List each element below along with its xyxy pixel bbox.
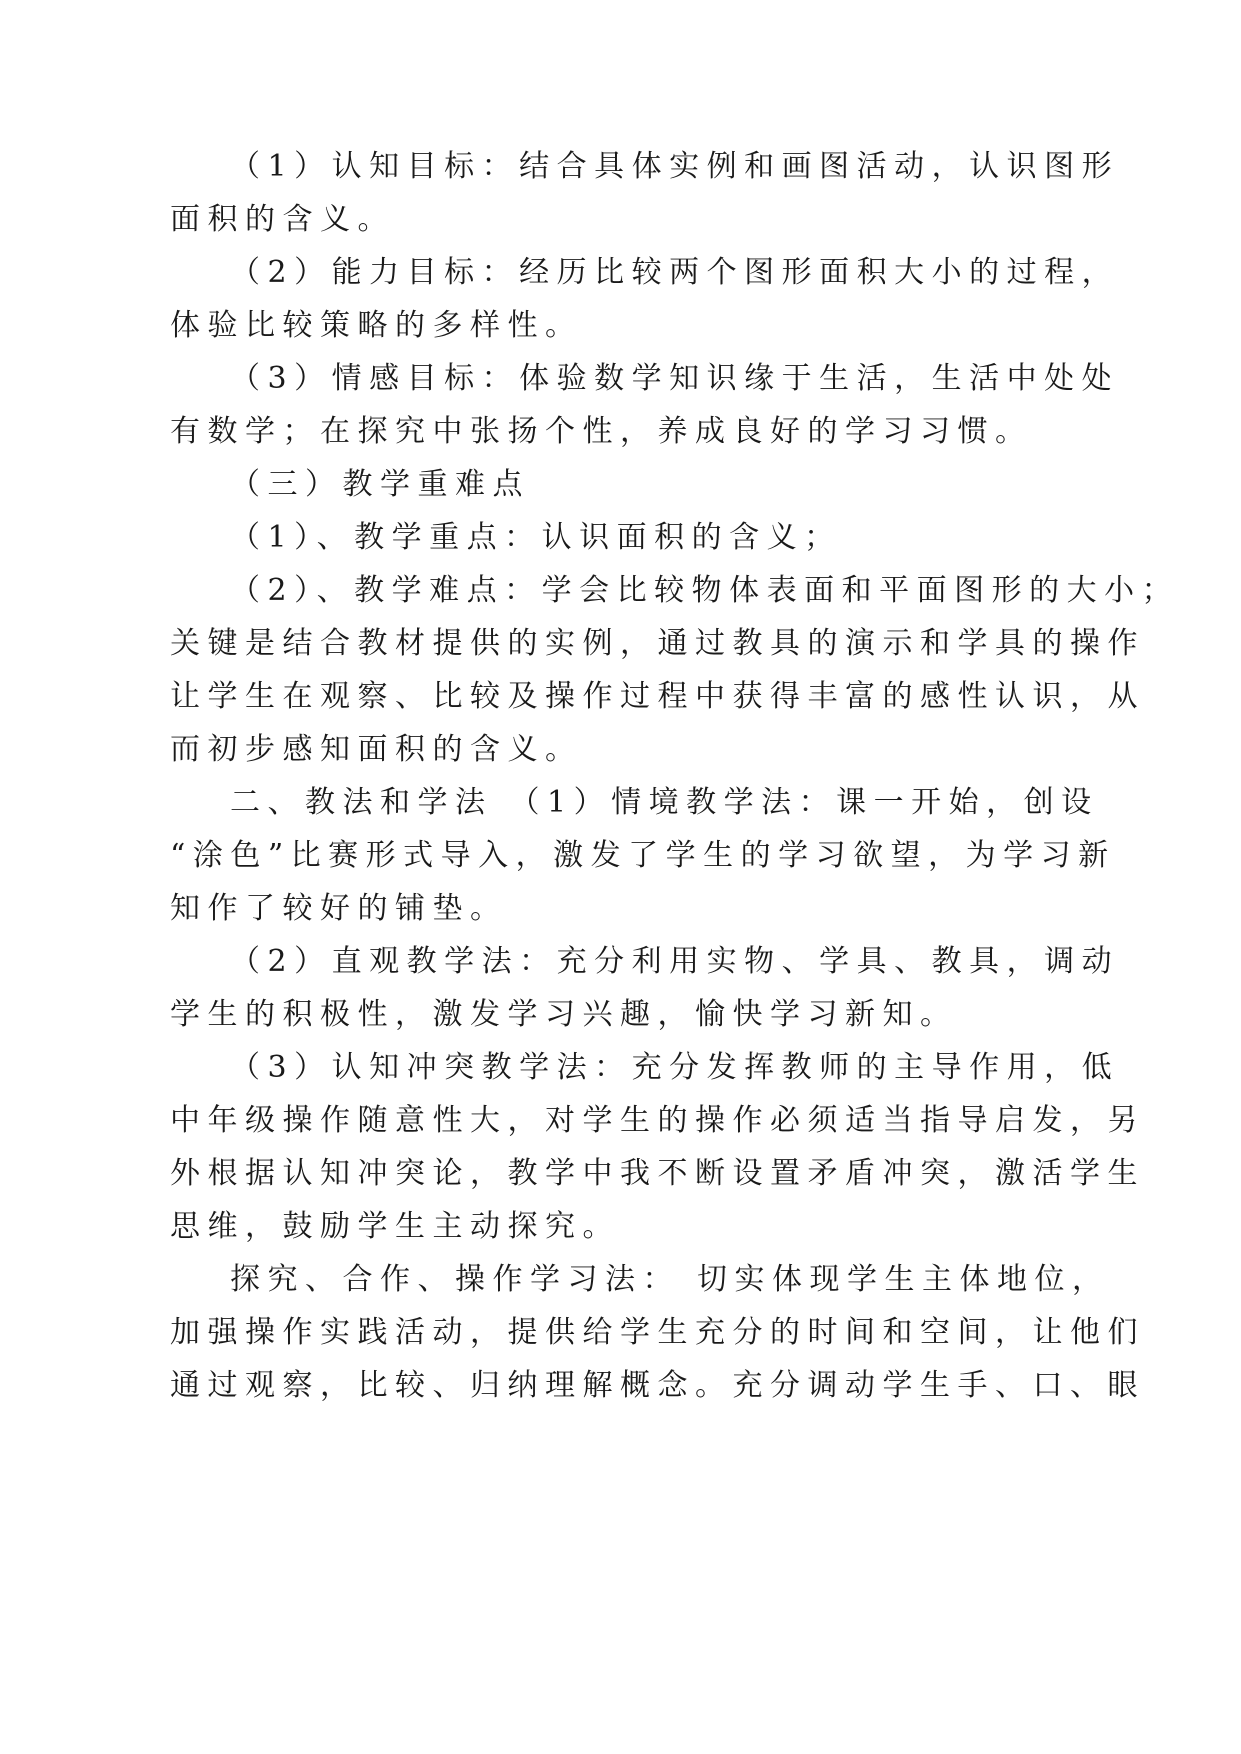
objective-emotion-line-2: 有数学；在探究中张扬个性，养成良好的学习习惯。: [170, 414, 1033, 449]
objective-cognitive-line-2: 面积的含义。: [170, 202, 395, 237]
methods-intuitive-line-2: 学生的积极性，激发学习兴趣，愉快学习新知。: [170, 997, 958, 1032]
key-point-line: （1）、教学重点：认识面积的含义；: [230, 520, 842, 555]
methods-conflict-line-3: 外根据认知冲突论，教学中我不断设置矛盾冲突，激活学生: [170, 1156, 1145, 1191]
methods-cooperative-line-2: 加强操作实践活动，提供给学生充分的时间和空间，让他们: [170, 1315, 1145, 1350]
objective-ability-line-2: 体验比较策略的多样性。: [170, 308, 583, 343]
difficulty-line-1: （2）、教学难点：学会比较物体表面和平面图形的大小；: [230, 573, 1180, 608]
objective-ability-line-1: （2）能力目标：经历比较两个图形面积大小的过程，: [230, 255, 1120, 290]
methods-situational-line-3: 知作了较好的铺垫。: [170, 891, 508, 926]
section-heading-key-points: （三）教学重难点: [230, 467, 530, 502]
difficulty-line-2: 关键是结合教材提供的实例，通过教具的演示和学具的操作: [170, 626, 1145, 661]
objective-emotion-line-1: （3）情感目标：体验数学知识缘于生活，生活中处处: [230, 361, 1120, 396]
methods-conflict-line-1: （3）认知冲突教学法：充分发挥教师的主导作用，低: [230, 1050, 1120, 1085]
methods-intuitive-line-1: （2）直观教学法：充分利用实物、学具、教具，调动: [230, 944, 1120, 979]
methods-cooperative-line-3: 通过观察，比较、归纳理解概念。充分调动学生手、口、眼: [170, 1368, 1145, 1403]
methods-cooperative-line-1: 探究、合作、操作学习法： 切实体现学生主体地位，: [230, 1262, 1110, 1297]
methods-situational-line-2: “涂色”比赛形式导入，激发了学生的学习欲望，为学习新: [170, 838, 1116, 873]
objective-cognitive-line-1: （1）认知目标：结合具体实例和画图活动，认识图形: [230, 149, 1120, 184]
difficulty-line-4: 而初步感知面积的含义。: [170, 732, 583, 767]
difficulty-line-3: 让学生在观察、比较及操作过程中获得丰富的感性认识，从: [170, 679, 1145, 714]
methods-conflict-line-4: 思维，鼓励学生主动探究。: [170, 1209, 620, 1244]
methods-conflict-line-2: 中年级操作随意性大，对学生的操作必须适当指导启发，另: [170, 1103, 1145, 1138]
methods-heading-line: 二、教法和学法 （1）情境教学法：课一开始，创设: [230, 785, 1099, 820]
